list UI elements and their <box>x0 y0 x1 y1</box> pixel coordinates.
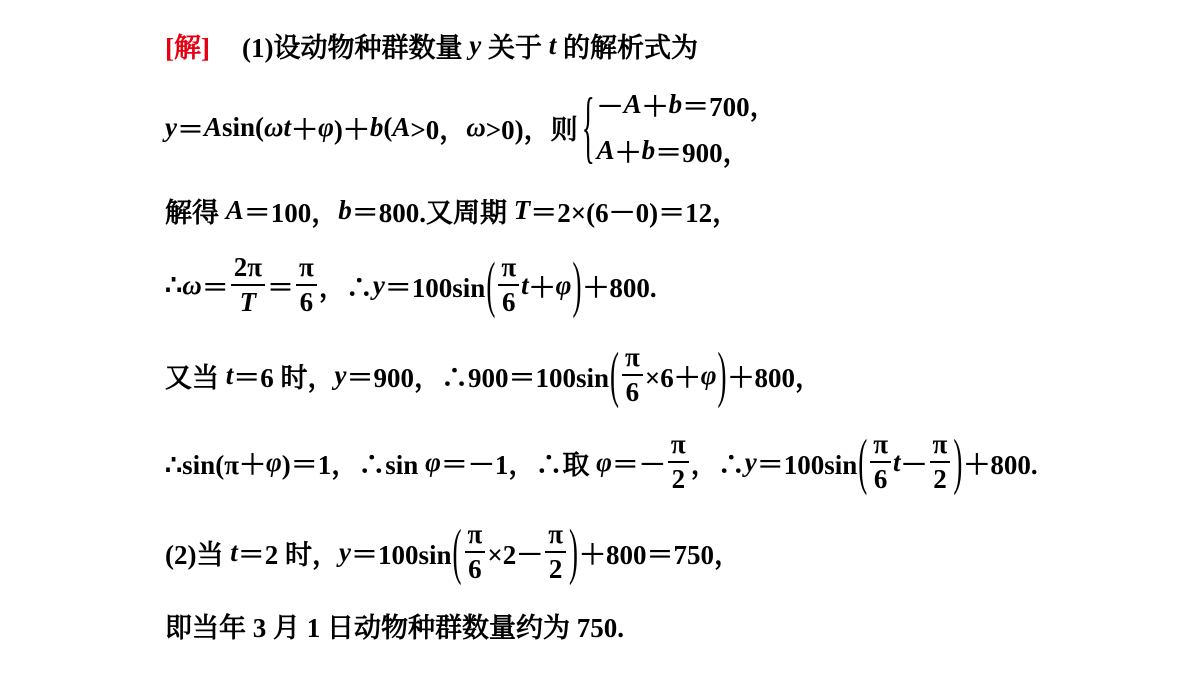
fraction <box>545 521 566 583</box>
math-variable: φ <box>555 269 572 300</box>
math-variable: b <box>338 194 352 225</box>
fraction-numerator: π <box>501 252 517 282</box>
math-variable: ωt <box>264 111 292 142</box>
math-text: ＝ <box>201 272 229 303</box>
solution-line-2 <box>165 77 777 177</box>
math-text: ＝700， <box>682 91 777 122</box>
fraction <box>498 254 519 316</box>
math-text: 又当 <box>165 362 226 393</box>
math-text: ＋800， <box>727 362 823 393</box>
big-paren-open: ( <box>486 249 496 319</box>
solution-line-6 <box>165 422 1038 502</box>
system-rows <box>597 81 777 173</box>
big-paren-open: ( <box>452 516 462 586</box>
math-variable: t <box>225 359 234 390</box>
math-variable: A <box>596 134 615 165</box>
math-text: ＝2×(6－0)＝12， <box>530 197 740 228</box>
big-paren-close: ) <box>953 426 963 496</box>
solution-line-5 <box>165 335 822 415</box>
fraction-denominator: T <box>231 284 265 316</box>
fraction <box>622 344 643 406</box>
system-brace: { <box>581 80 595 171</box>
math-variable: φ <box>318 111 334 142</box>
big-paren-close: ) <box>717 339 727 409</box>
system-row-1 <box>597 81 777 127</box>
solution-line-1 <box>165 5 698 85</box>
fraction <box>668 431 689 493</box>
math-text: ＝－ <box>611 449 666 480</box>
fraction-denominator: 2 <box>668 461 689 493</box>
math-text: >0， <box>410 114 467 145</box>
math-text: ＝900，∴900＝100sin <box>346 362 610 393</box>
math-text: ＝2 时， <box>237 539 339 570</box>
math-text: ＋ <box>641 91 669 122</box>
fraction-numerator: π <box>625 342 640 372</box>
math-text: ＝900， <box>655 137 750 168</box>
math-variable: t <box>893 446 901 477</box>
math-text: ＝100sin <box>384 272 486 303</box>
math-variable: b <box>641 134 656 165</box>
math-variable: t <box>521 269 529 300</box>
fraction-numerator: π <box>299 252 314 282</box>
solution-line-7 <box>165 512 741 592</box>
math-variable: t <box>230 536 238 567</box>
solution-line-4 <box>165 245 657 325</box>
math-variable: φ <box>700 359 717 390</box>
math-variable: y <box>334 359 347 390</box>
math-text: － <box>596 91 624 122</box>
math-variable: φ <box>425 446 441 477</box>
math-text: ＋800＝750， <box>579 539 741 570</box>
math-text: ＋ <box>528 272 556 303</box>
system-row-2 <box>597 127 777 173</box>
math-text: ∴ <box>165 269 183 300</box>
math-text: ×6＋ <box>644 362 701 393</box>
math-text: ＋ <box>291 114 319 145</box>
big-paren-close: ) <box>572 249 582 319</box>
math-variable: φ <box>266 446 282 477</box>
fraction-numerator: π <box>467 519 483 549</box>
big-paren-open: ( <box>858 426 868 496</box>
math-text: ＝ <box>176 114 204 145</box>
fraction-denominator: 6 <box>498 284 519 316</box>
math-variable: y <box>339 536 351 567</box>
math-variable: y <box>744 446 757 477</box>
math-text: ，∴ <box>318 272 373 303</box>
math-text: ( <box>383 111 393 142</box>
math-text: ＝－1，∴取 <box>440 449 597 480</box>
equation-system <box>582 81 777 173</box>
math-text: (1)设动物种群数量 <box>241 32 470 63</box>
fraction <box>231 254 265 316</box>
math-variable: y <box>469 29 482 60</box>
math-text: ＝800.又周期 <box>351 197 514 228</box>
fraction-numerator: π <box>873 429 889 459</box>
math-text: )＋ <box>333 114 370 145</box>
fraction <box>465 521 486 583</box>
math-variable: φ <box>596 446 612 477</box>
big-paren-close: ) <box>569 516 578 586</box>
math-variable: ω <box>466 111 486 142</box>
math-text: 解得 <box>165 197 226 228</box>
math-text: 即当年 3 月 1 日动物种群数量约为 750. <box>165 612 624 643</box>
math-variable: y <box>165 111 177 142</box>
fraction <box>930 431 951 493</box>
math-text: 关于 <box>481 32 549 63</box>
math-text: ＝6 时， <box>233 362 335 393</box>
math-variable: b <box>369 111 384 142</box>
fraction-denominator: 2 <box>545 551 566 583</box>
fraction <box>870 431 891 493</box>
math-text: ＋800. <box>963 449 1038 480</box>
math-text: (2)当 <box>165 539 231 570</box>
math-text: ＝100sin <box>350 539 452 570</box>
math-text: ，∴ <box>690 449 745 480</box>
math-text: － <box>900 449 928 480</box>
math-variable: b <box>668 88 683 119</box>
math-text: sin( <box>222 111 265 142</box>
solution-line-8 <box>165 585 624 665</box>
fraction-denominator: 2 <box>930 461 951 493</box>
fraction-denominator: 6 <box>622 374 643 406</box>
fraction-numerator: π <box>548 519 563 549</box>
big-paren-open: ( <box>610 339 620 409</box>
math-text: ＝100， <box>243 197 339 228</box>
math-variable: y <box>372 269 385 300</box>
fraction <box>296 254 317 316</box>
fraction-numerator: π <box>932 429 948 459</box>
fraction-denominator: 6 <box>870 461 891 493</box>
math-text: ＝100sin <box>756 449 858 480</box>
solution-line-3 <box>165 170 739 250</box>
math-text: ∴sin(π＋ <box>165 449 266 480</box>
math-text: 的解析式为 <box>556 32 698 63</box>
math-variable: A <box>225 194 244 225</box>
fraction-denominator: 6 <box>296 284 317 316</box>
math-text: ＋800. <box>582 272 657 303</box>
solution-label: [解] <box>165 32 210 63</box>
math-text: ＝ <box>267 272 295 303</box>
math-text: )＝1，∴sin <box>281 449 426 480</box>
math-variable: A <box>392 111 411 142</box>
math-text: >0)，则 <box>485 114 578 145</box>
fraction-denominator: 6 <box>465 551 486 583</box>
fraction-numerator: π <box>670 429 686 459</box>
math-text: ×2－ <box>487 539 544 570</box>
math-variable: A <box>203 111 222 142</box>
math-variable: t <box>548 29 557 60</box>
fraction-numerator: 2π <box>233 252 263 282</box>
math-variable: ω <box>182 269 202 300</box>
math-variable: A <box>623 88 642 119</box>
math-text: ＋ <box>614 137 642 168</box>
math-variable: T <box>513 194 531 225</box>
